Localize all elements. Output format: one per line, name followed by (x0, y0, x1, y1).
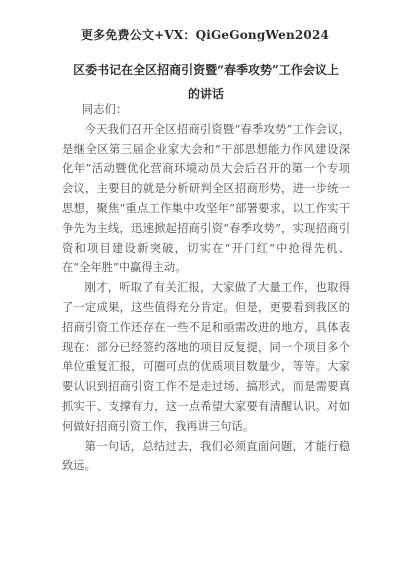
promo-banner: 更多免费公文+VX：QiGeGongWen2024 (80, 28, 330, 42)
paragraph-3: 第一句话，总结过去，我们必须直面问题，才能行稳致远。 (62, 439, 350, 473)
paragraph-1: 今天我们召开全区招商引资暨“春季攻势”工作会议，是继全区第三届企业家大会和“干部思想能力作风建设深化年”活动暨优化营商环境动员大会后召开的第一个专项会议，主要目的就是分析研判全区招商形势，进一步统一思想，聚焦“重点工作集中攻坚年”部署要求，以工作实干争先为主线，迅速掀起招商引资“春季攻势”，实现招商引资和项目建设新突破，切实在“开门红”中抢得先机、在“全年胜”中赢得主动。 (62, 122, 350, 275)
greeting: 同志们： (82, 103, 128, 116)
paragraph-2: 刚才，听取了有关汇报，大家做了大量工作，也取得了一定成果，这些值得充分肯定。但是，更要看到我区的招商引资工作还存在一些不足和亟需改进的地方，具体表现在：部分已经签约落地的项目反复提，同一个项目多个单位重复汇报，可圈可点的优质项目数量少，等等。大家要认识到招商引资工作不是走过场、搞形式，而是需要真抓实干、支撑有力，这一点希望大家要有清醒认识。对如何做好招商引资工作，我再讲三句话。 (62, 281, 350, 433)
document-body (62, 100, 350, 476)
document-title: 区委书记在全区招商引资暨“春季攻势”工作会议上的讲话 (73, 63, 339, 101)
